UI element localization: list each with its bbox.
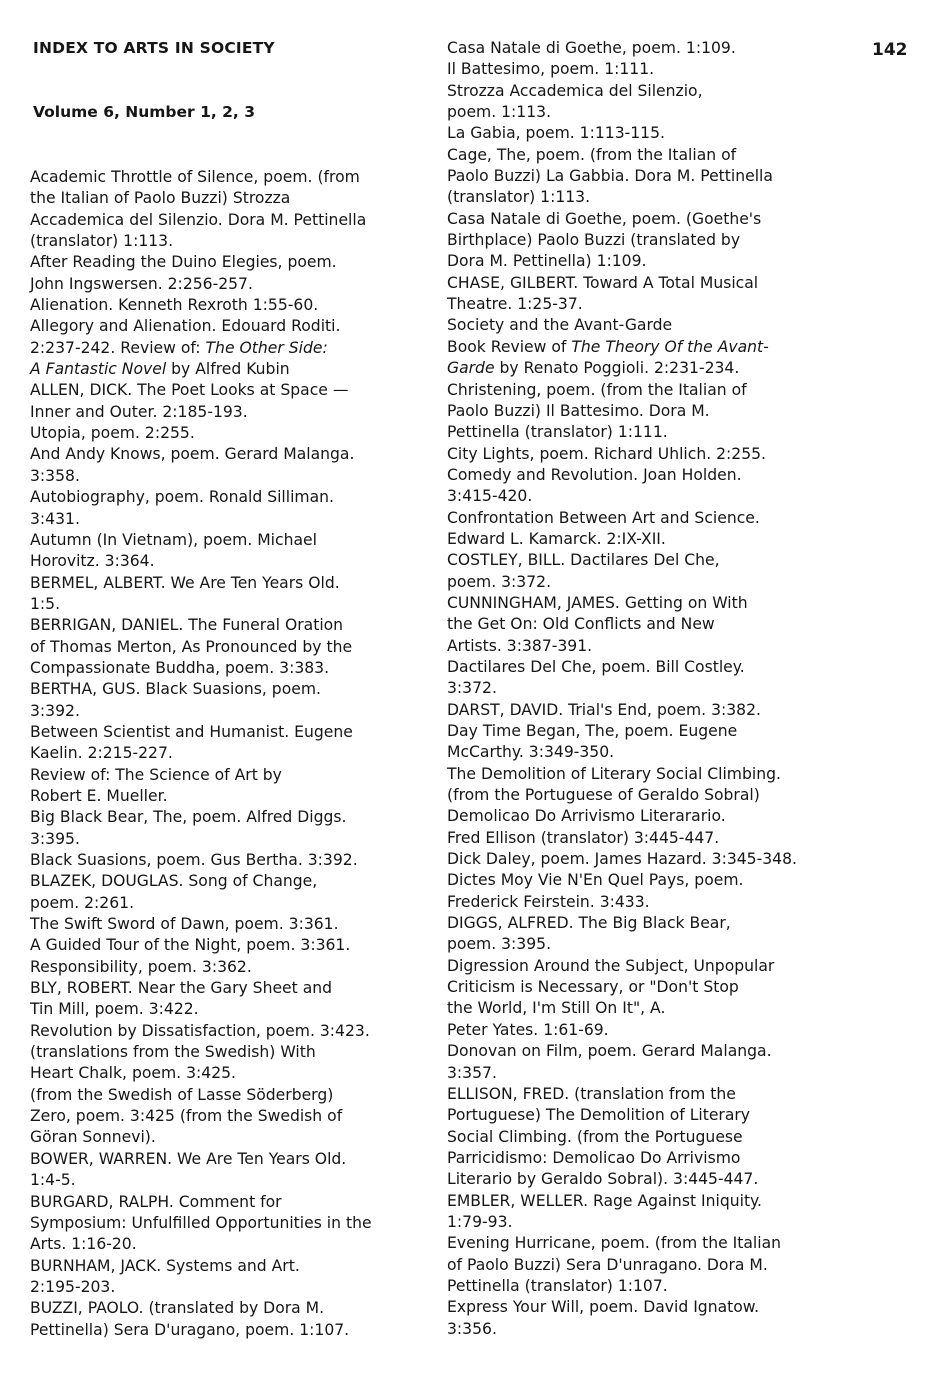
- index-line: [447, 1212, 797, 1233]
- index-line-text: Book Review of: [447, 337, 572, 356]
- index-line-text: Christening, poem. (from the Italian of: [447, 380, 747, 399]
- index-line-text: Comedy and Revolution. Joan Holden.: [447, 465, 742, 484]
- index-line-text: Between Scientist and Humanist. Eugene: [30, 722, 353, 741]
- index-line-text: Dora M. Pettinella) 1:109.: [447, 252, 647, 271]
- index-line: [447, 593, 797, 614]
- index-column-left: [30, 167, 372, 1341]
- index-line-text: After Reading the Duino Elegies, poem.: [30, 253, 337, 272]
- index-line-text: 3:431.: [30, 509, 80, 528]
- index-line-text: The Swift Sword of Dawn, poem. 3:361.: [30, 915, 339, 934]
- index-line: [447, 1084, 797, 1105]
- index-line: [447, 444, 797, 465]
- index-line: [447, 1148, 797, 1169]
- index-line-text: BLAZEK, DOUGLAS. Song of Change,: [30, 872, 318, 891]
- index-line-text: City Lights, poem. Richard Uhlich. 2:255.: [447, 444, 767, 463]
- index-line-text: Paolo Buzzi) La Gabbia. Dora M. Pettinella: [447, 167, 773, 186]
- index-line-text: Allegory and Alienation. Edouard Roditi.: [30, 317, 341, 336]
- index-line: [447, 828, 797, 849]
- index-line-text: Parricidismo: Demolicao Do Arrivismo: [447, 1148, 741, 1167]
- index-line-text: Demolicao Do Arrivismo Literarario.: [447, 807, 726, 826]
- index-line-text: Social Climbing. (from the Portuguese: [447, 1127, 743, 1146]
- index-line: [447, 614, 797, 635]
- index-line: [447, 1191, 797, 1212]
- volume-heading: Volume 6, Number 1, 2, 3: [33, 103, 256, 121]
- index-line: [447, 636, 797, 657]
- index-line-text: CUNNINGHAM, JAMES. Getting on With: [447, 593, 748, 612]
- index-line-text: BUZZI, PAOLO. (translated by Dora M.: [30, 1299, 325, 1318]
- index-line: [447, 187, 797, 208]
- index-line: [30, 551, 372, 572]
- index-line: [447, 401, 797, 422]
- index-line-text: BOWER, WARREN. We Are Ten Years Old.: [30, 1149, 347, 1168]
- index-line: [30, 1085, 372, 1106]
- index-line-text: Review of: The Science of Art by: [30, 765, 282, 784]
- index-line-text: of Paolo Buzzi) Sera D'unragano. Dora M.: [447, 1255, 768, 1274]
- index-line-text: Symposium: Unfulfilled Opportunities in the: [30, 1213, 372, 1232]
- index-line-text: DARST, DAVID. Trial's End, poem. 3:382.: [447, 700, 761, 719]
- index-line-text: Revolution by Dissatisfaction, poem. 3:423.: [30, 1021, 370, 1040]
- index-line-text: Kaelin. 2:215-227.: [30, 744, 173, 763]
- index-line: [30, 850, 372, 871]
- index-line-text: Donovan on Film, poem. Gerard Malanga.: [447, 1042, 772, 1061]
- index-line-text: Casa Natale di Goethe, poem. (Goethe's: [447, 209, 762, 228]
- index-line: [30, 1127, 372, 1148]
- index-line: [447, 465, 797, 486]
- index-line: [30, 829, 372, 850]
- index-line: [30, 786, 372, 807]
- index-line: [447, 508, 797, 529]
- index-line: [447, 1233, 797, 1254]
- index-line: [447, 785, 797, 806]
- index-line: [30, 1213, 372, 1234]
- index-line-text: Fred Ellison (translator) 3:445-447.: [447, 828, 720, 847]
- index-line-text: (from the Swedish of Lasse Söderberg): [30, 1085, 334, 1104]
- index-line: [447, 849, 797, 870]
- index-line-text: 1:5.: [30, 594, 61, 613]
- index-line: [30, 210, 372, 231]
- index-line: [30, 637, 372, 658]
- index-line-text: 3:357.: [447, 1063, 497, 1082]
- index-line: [30, 722, 372, 743]
- index-line: [30, 1192, 372, 1213]
- index-line: [30, 701, 372, 722]
- index-line-text: Dictes Moy Vie N'En Quel Pays, poem.: [447, 871, 744, 890]
- index-line: [447, 764, 797, 785]
- index-line: [30, 1256, 372, 1277]
- index-line: [30, 252, 372, 273]
- index-column-right: [447, 38, 797, 1340]
- index-line-text: Dick Daley, poem. James Hazard. 3:345-348.: [447, 850, 797, 869]
- index-line-text: A Guided Tour of the Night, poem. 3:361.: [30, 936, 351, 955]
- index-line-text: 1:79-93.: [447, 1212, 513, 1231]
- index-line: [30, 1063, 372, 1084]
- index-line: [447, 678, 797, 699]
- index-line-text: DIGGS, ALFRED. The Big Black Bear,: [447, 914, 731, 933]
- index-line: [30, 487, 372, 508]
- index-line-text: BLY, ROBERT. Near the Gary Sheet and: [30, 979, 333, 998]
- index-line-text: (translator) 1:113.: [30, 232, 174, 251]
- index-line: [30, 893, 372, 914]
- index-line-text: poem. 1:113.: [447, 103, 552, 122]
- index-line-text: Confrontation Between Art and Science.: [447, 508, 760, 527]
- index-line: [447, 1169, 797, 1190]
- index-line: [447, 1276, 797, 1297]
- index-line: [30, 167, 372, 188]
- index-line-text: Alienation. Kenneth Rexroth 1:55-60.: [30, 296, 319, 315]
- index-line: [30, 1234, 372, 1255]
- index-line-text: Tin Mill, poem. 3:422.: [30, 1000, 199, 1019]
- index-line-text: Criticism is Necessary, or "Don't Stop: [447, 978, 739, 997]
- index-line-text: Heart Chalk, poem. 3:425.: [30, 1064, 236, 1083]
- index-line-text: (translations from the Swedish) With: [30, 1043, 316, 1062]
- index-line: [447, 1255, 797, 1276]
- index-line: [447, 721, 797, 742]
- index-line: [30, 957, 372, 978]
- index-line-text: Birthplace) Paolo Buzzi (translated by: [447, 231, 741, 250]
- index-line-text: Horovitz. 3:364.: [30, 552, 155, 571]
- index-line: [447, 123, 797, 144]
- index-line: [447, 934, 797, 955]
- page-title: INDEX TO ARTS IN SOCIETY: [33, 39, 275, 57]
- index-line-title-italic: Garde: [447, 359, 495, 378]
- index-line-text: The Demolition of Literary Social Climbing.: [447, 764, 781, 783]
- index-line: [447, 145, 797, 166]
- index-line-text: Artists. 3:387-391.: [447, 636, 593, 655]
- index-line: [447, 59, 797, 80]
- index-line-text: Inner and Outer. 2:185-193.: [30, 402, 248, 421]
- index-line-text: Frederick Feirstein. 3:433.: [447, 892, 650, 911]
- index-line: [30, 188, 372, 209]
- index-line-text: Pettinella (translator) 1:111.: [447, 423, 668, 442]
- index-line-text: 3:392.: [30, 701, 80, 720]
- index-line-text: And Andy Knows, poem. Gerard Malanga.: [30, 445, 355, 464]
- index-line: [30, 871, 372, 892]
- index-line: [447, 273, 797, 294]
- index-line-text: poem. 3:395.: [447, 935, 552, 954]
- index-line: [30, 380, 372, 401]
- index-line-title-italic: The Theory Of the Avant-: [571, 337, 769, 356]
- index-line-text: Express Your Will, poem. David Ignatow.: [447, 1298, 760, 1317]
- index-line-text: CHASE, GILBERT. Toward A Total Musical: [447, 273, 759, 292]
- index-line: [447, 1041, 797, 1062]
- index-line: [30, 530, 372, 551]
- index-line: [30, 914, 372, 935]
- index-line: [447, 251, 797, 272]
- index-line-text: Evening Hurricane, poem. (from the Italian: [447, 1234, 782, 1253]
- index-line: [447, 294, 797, 315]
- index-line: [30, 338, 372, 359]
- index-line-text: (from the Portuguese of Geraldo Sobral): [447, 786, 760, 805]
- index-line-text: Utopia, poem. 2:255.: [30, 424, 195, 443]
- index-line-text: Zero, poem. 3:425 (from the Swedish of: [30, 1107, 343, 1126]
- index-line: [447, 700, 797, 721]
- index-line: [447, 1063, 797, 1084]
- index-line-text: Portuguese) The Demolition of Literary: [447, 1106, 751, 1125]
- index-line-text: Peter Yates. 1:61-69.: [447, 1020, 609, 1039]
- index-line: [30, 594, 372, 615]
- index-line-text: BURGARD, RALPH. Comment for: [30, 1192, 282, 1211]
- index-line: [447, 358, 797, 379]
- index-line: [447, 422, 797, 443]
- index-line-text: (translator) 1:113.: [447, 188, 591, 207]
- index-line-text: Pettinella (translator) 1:107.: [447, 1276, 668, 1295]
- index-line-text: McCarthy. 3:349-350.: [447, 743, 615, 762]
- index-line: [447, 81, 797, 102]
- index-line: [447, 742, 797, 763]
- index-line: [447, 550, 797, 571]
- index-line-text: COSTLEY, BILL. Dactilares Del Che,: [447, 551, 720, 570]
- index-line: [30, 1149, 372, 1170]
- index-line-text: BERTHA, GUS. Black Suasions, poem.: [30, 680, 321, 699]
- index-line: [30, 1298, 372, 1319]
- index-line: [447, 977, 797, 998]
- index-line-text: Accademica del Silenzio. Dora M. Pettinella: [30, 210, 367, 229]
- index-line-text: 3:395.: [30, 829, 80, 848]
- index-line: [447, 486, 797, 507]
- index-line-text: Black Suasions, poem. Gus Bertha. 3:392.: [30, 851, 358, 869]
- index-line-text: Digression Around the Subject, Unpopular: [447, 956, 775, 975]
- index-line-text: poem. 3:372.: [447, 572, 552, 591]
- index-line-text: Casa Natale di Goethe, poem. 1:109.: [447, 39, 736, 57]
- index-line: [30, 615, 372, 636]
- index-line-text: Big Black Bear, The, poem. Alfred Diggs.: [30, 808, 347, 827]
- index-line-text: BURNHAM, JACK. Systems and Art.: [30, 1256, 300, 1275]
- index-line: [30, 466, 372, 487]
- index-line: [447, 166, 797, 187]
- index-line: [447, 657, 797, 678]
- index-line-text: Edward L. Kamarck. 2:IX-XII.: [447, 529, 666, 548]
- index-line: [447, 913, 797, 934]
- index-line: [30, 423, 372, 444]
- index-line: [30, 935, 372, 956]
- index-line: [447, 1105, 797, 1126]
- index-line: [30, 743, 372, 764]
- index-line-text: 2:195-203.: [30, 1277, 116, 1296]
- index-line: [447, 892, 797, 913]
- index-line-text: Cage, The, poem. (from the Italian of: [447, 145, 737, 164]
- index-line-text: 1:4-5.: [30, 1171, 76, 1190]
- index-line-text: Responsibility, poem. 3:362.: [30, 957, 252, 976]
- index-line: [30, 444, 372, 465]
- index-line: [447, 870, 797, 891]
- index-line-text: ELLISON, FRED. (translation from the: [447, 1084, 736, 1103]
- page-number: 142: [872, 40, 908, 60]
- index-line-text: 2:237-242. Review of:: [30, 338, 206, 357]
- index-line: [30, 573, 372, 594]
- index-line-text: Arts. 1:16-20.: [30, 1235, 137, 1254]
- index-line: [447, 1297, 797, 1318]
- index-line: [447, 529, 797, 550]
- index-line: [30, 1042, 372, 1063]
- index-line-text: Literario by Geraldo Sobral). 3:445-447.: [447, 1170, 759, 1189]
- index-line: [30, 316, 372, 337]
- index-line: [447, 38, 797, 59]
- index-line-text: Compassionate Buddha, poem. 3:383.: [30, 658, 330, 677]
- index-line-text: the Get On: Old Conflicts and New: [447, 615, 715, 634]
- index-line-text: Autobiography, poem. Ronald Silliman.: [30, 488, 335, 507]
- index-line-text: 3:358.: [30, 466, 80, 485]
- index-line-text: 3:415-420.: [447, 487, 533, 506]
- index-line-text: Dactilares Del Che, poem. Bill Costley.: [447, 657, 745, 676]
- index-line-text: poem. 2:261.: [30, 893, 135, 912]
- index-line-text: Society and the Avant-Garde: [447, 316, 673, 335]
- index-line-text: Göran Sonnevi).: [30, 1128, 156, 1147]
- index-line: [30, 359, 372, 380]
- index-line: [30, 658, 372, 679]
- index-line: [30, 1320, 372, 1341]
- index-line-text: La Gabia, poem. 1:113-115.: [447, 124, 665, 143]
- index-line: [30, 402, 372, 423]
- index-line: [30, 1277, 372, 1298]
- index-line: [30, 1106, 372, 1127]
- index-line-text: Day Time Began, The, poem. Eugene: [447, 722, 738, 740]
- index-line: [447, 806, 797, 827]
- index-line-title-italic: A Fantastic Novel: [30, 360, 167, 379]
- index-line-text: ALLEN, DICK. The Poet Looks at Space —: [30, 381, 349, 400]
- index-line: [447, 102, 797, 123]
- index-line-text: Theatre. 1:25-37.: [447, 295, 583, 314]
- index-line: [30, 295, 372, 316]
- index-line: [447, 209, 797, 230]
- index-line: [447, 1127, 797, 1148]
- index-line: [447, 380, 797, 401]
- index-line: [447, 315, 797, 336]
- index-line-text: by Renato Poggioli. 2:231-234.: [494, 359, 740, 378]
- index-line-text: Autumn (In Vietnam), poem. Michael: [30, 530, 317, 549]
- index-line-text: BERRIGAN, DANIEL. The Funeral Oration: [30, 616, 344, 635]
- index-line: [447, 1319, 797, 1340]
- index-line-text: Academic Throttle of Silence, poem. (from: [30, 168, 360, 186]
- index-line: [30, 231, 372, 252]
- index-line-text: 3:356.: [447, 1319, 497, 1338]
- index-line-text: of Thomas Merton, As Pronounced by the: [30, 637, 353, 656]
- index-line: [30, 765, 372, 786]
- index-line: [30, 1170, 372, 1191]
- index-line: [447, 998, 797, 1019]
- index-line: [30, 1021, 372, 1042]
- index-line-text: EMBLER, WELLER. Rage Against Iniquity.: [447, 1191, 763, 1210]
- index-line: [447, 337, 797, 358]
- index-line: [30, 274, 372, 295]
- index-line-text: Robert E. Mueller.: [30, 786, 168, 805]
- index-line-text: Paolo Buzzi) Il Battesimo. Dora M.: [447, 401, 710, 420]
- index-line-text: BERMEL, ALBERT. We Are Ten Years Old.: [30, 573, 340, 592]
- index-line: [447, 1020, 797, 1041]
- index-line: [30, 978, 372, 999]
- index-line-text: 3:372.: [447, 679, 497, 698]
- index-line-text: Pettinella) Sera D'uragano, poem. 1:107.: [30, 1320, 350, 1339]
- index-line-title-italic: The Other Side:: [205, 338, 328, 357]
- index-line: [30, 999, 372, 1020]
- index-line-text: John Ingswersen. 2:256-257.: [30, 274, 253, 293]
- index-line: [447, 230, 797, 251]
- index-line: [30, 509, 372, 530]
- index-line-text: the World, I'm Still On It", A.: [447, 999, 666, 1018]
- index-line-text: Strozza Accademica del Silenzio,: [447, 81, 703, 100]
- index-line-text: Il Battesimo, poem. 1:111.: [447, 60, 655, 79]
- index-line-text: the Italian of Paolo Buzzi) Strozza: [30, 189, 291, 208]
- index-line-text: by Alfred Kubin: [166, 360, 290, 379]
- index-line: [30, 807, 372, 828]
- index-line: [447, 572, 797, 593]
- index-line: [447, 956, 797, 977]
- index-line: [30, 679, 372, 700]
